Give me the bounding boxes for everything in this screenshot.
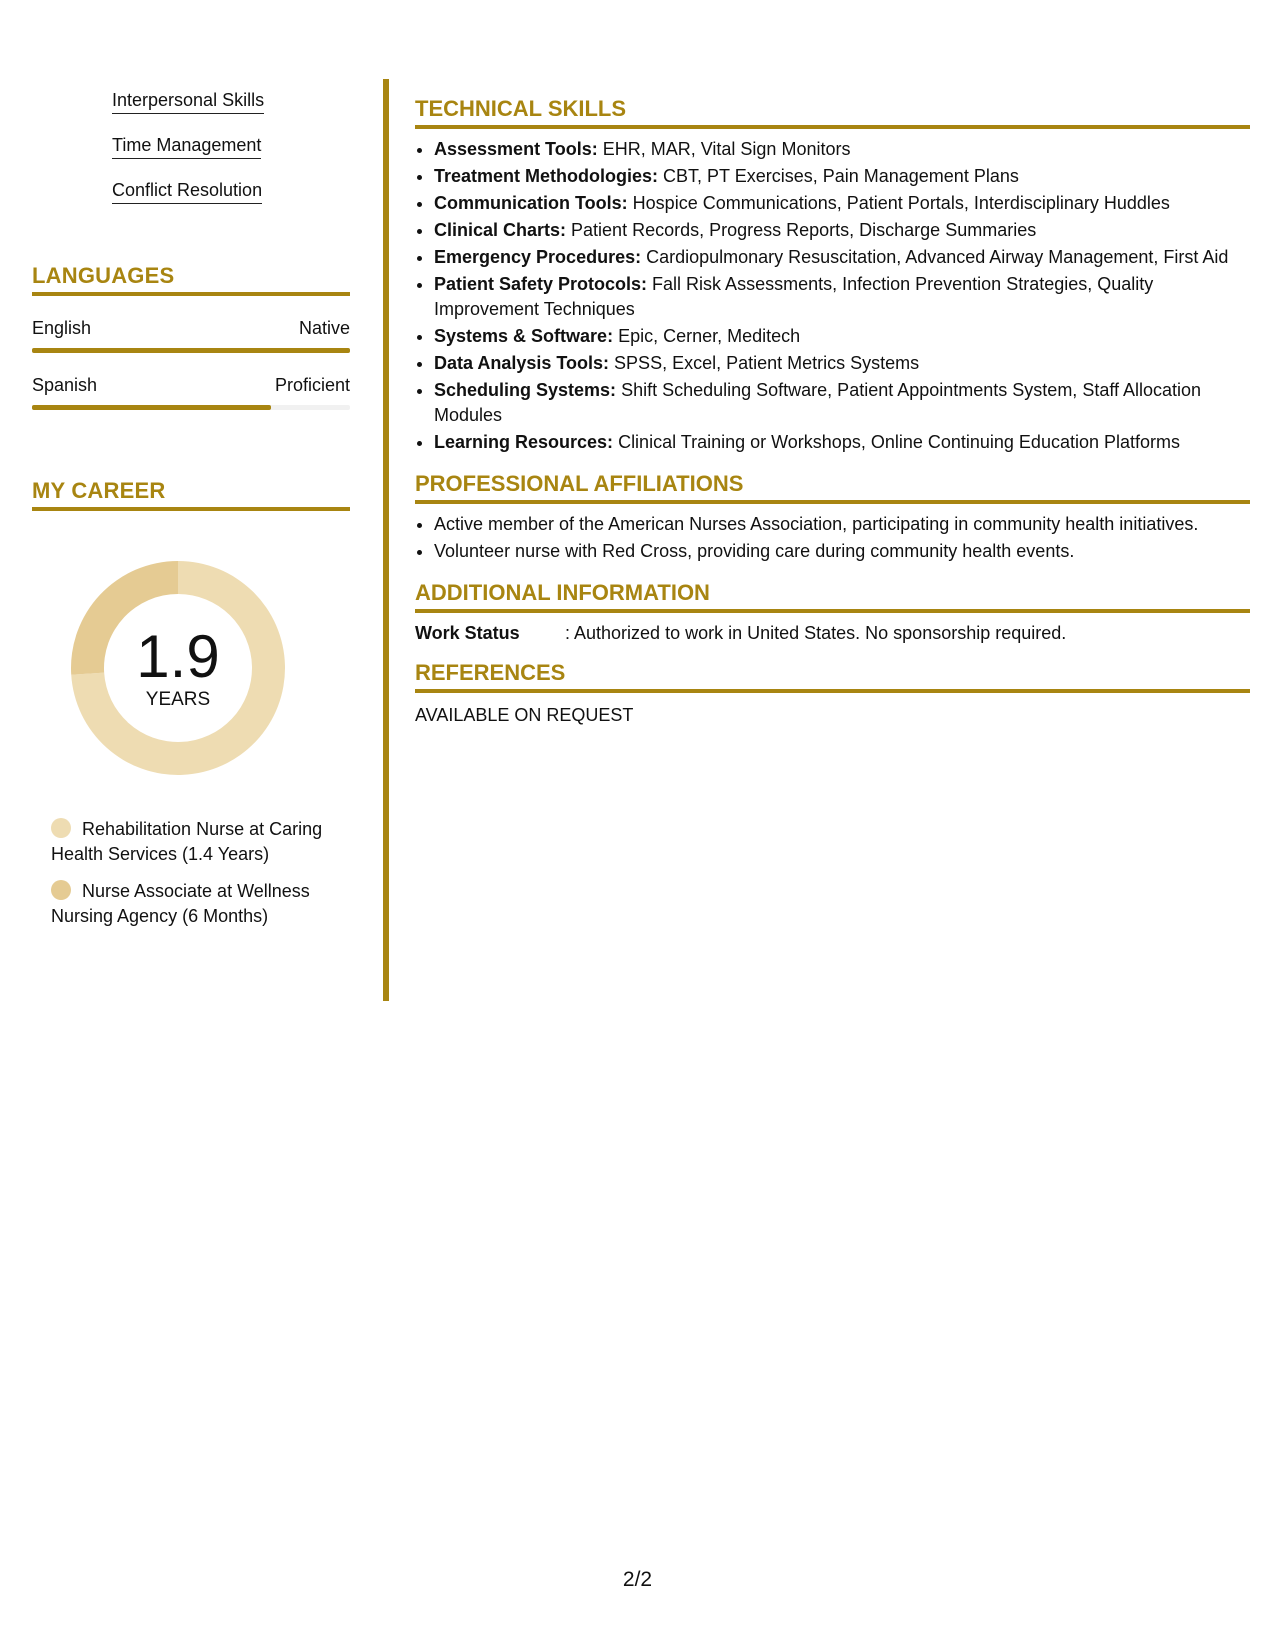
right-column (415, 80, 1250, 726)
skill-details: Fall Risk Assessments, Infection Prevention Strategies, Quality Improvement Techniques (434, 274, 1154, 319)
career-legend-item (51, 817, 331, 867)
references-title: REFERENCES (415, 660, 1250, 693)
list-item: • Active member of the American Nurses Association, participating in community health initiatives. (434, 512, 1250, 537)
list-item (434, 324, 1250, 349)
list-item (434, 272, 1250, 322)
skill-category: Emergency Procedures: (434, 247, 642, 267)
skill-details: Patient Records, Progress Reports, Discharge Summaries (566, 220, 1037, 240)
list-item (434, 137, 1250, 162)
career-total-unit: YEARS (145, 689, 211, 710)
technical-skills-list (415, 137, 1250, 455)
list-item (434, 191, 1250, 216)
skill-category: Learning Resources: (434, 432, 614, 452)
legend-dot-icon (51, 880, 71, 900)
skill-details: Clinical Training or Workshops, Online Continuing Education Platforms (613, 432, 1181, 452)
language-name: Spanish (32, 375, 98, 395)
list-item: • Volunteer nurse with Red Cross, providing care during community health events. (434, 539, 1250, 564)
list-item (434, 218, 1250, 243)
work-status-row (415, 623, 1250, 644)
additional-info-title: ADDITIONAL INFORMATION (415, 580, 1250, 613)
skill-category: Systems & Software: (434, 326, 614, 346)
language-level: Proficient (274, 375, 350, 395)
list-item (434, 378, 1250, 428)
skill-category: Patient Safety Protocols: (434, 274, 648, 294)
skill-details: SPSS, Excel, Patient Metrics Systems (609, 353, 920, 373)
skill-category: Scheduling Systems: (434, 380, 617, 400)
skill-details: CBT, PT Exercises, Pain Management Plans (658, 166, 1019, 186)
skill-category: Communication Tools: (434, 193, 628, 213)
skill-details: Cardiopulmonary Resuscitation, Advanced Airway Management, First Aid (641, 247, 1229, 267)
language-item (32, 375, 350, 410)
language-bar-fill (32, 348, 350, 353)
list-item (434, 351, 1250, 376)
skill-item: Conflict Resolution (112, 178, 262, 204)
languages-title: LANGUAGES (32, 263, 350, 296)
language-bar (32, 405, 350, 410)
career-legend-label: Rehabilitation Nurse at Caring Health Services (1.4 Years) (51, 819, 323, 864)
references-text: AVAILABLE ON REQUEST (415, 705, 634, 725)
language-name: English (32, 318, 92, 338)
legend-dot-icon (51, 818, 71, 838)
skill-item: Interpersonal Skills (112, 88, 264, 114)
career-donut-chart (65, 555, 291, 781)
skill-details: Shift Scheduling Software, Patient Appointments System, Staff Allocation Modules (434, 380, 1202, 425)
skill-details: EHR, MAR, Vital Sign Monitors (597, 139, 851, 159)
work-status-value: : Authorized to work in United States. No sponsorship required. (565, 623, 1067, 643)
language-bar (32, 348, 350, 353)
language-item (32, 318, 350, 353)
language-bar-fill (32, 405, 271, 410)
skill-details: Hospice Communications, Patient Portals, Interdisciplinary Huddles (627, 193, 1170, 213)
skill-category: Treatment Methodologies: (434, 166, 659, 186)
technical-skills-title: TECHNICAL SKILLS (415, 96, 1250, 129)
list-item (434, 245, 1250, 270)
list-item (434, 164, 1250, 189)
list-item (434, 430, 1250, 455)
work-status-label: Work Status (415, 623, 520, 643)
affiliations-title: PROFESSIONAL AFFILIATIONS (415, 471, 1250, 504)
career-legend-item (51, 879, 331, 929)
affiliations-list (415, 512, 1250, 564)
page-number: 2/2 (622, 1568, 653, 1591)
language-level: Native (298, 318, 350, 338)
career-legend (32, 817, 350, 929)
career-title: MY CAREER (32, 478, 350, 511)
career-total-value: 1.9 (136, 623, 220, 690)
career-legend-label: Nurse Associate at Wellness Nursing Agency (6 Months) (51, 881, 310, 926)
skill-category: Clinical Charts: (434, 220, 567, 240)
column-divider (383, 79, 389, 1001)
skill-details: Epic, Cerner, Meditech (613, 326, 801, 346)
soft-skills-list (32, 88, 350, 223)
skill-category: Assessment Tools: (434, 139, 598, 159)
left-column (32, 80, 350, 941)
skill-category: Data Analysis Tools: (434, 353, 610, 373)
skill-item: Time Management (112, 133, 261, 159)
